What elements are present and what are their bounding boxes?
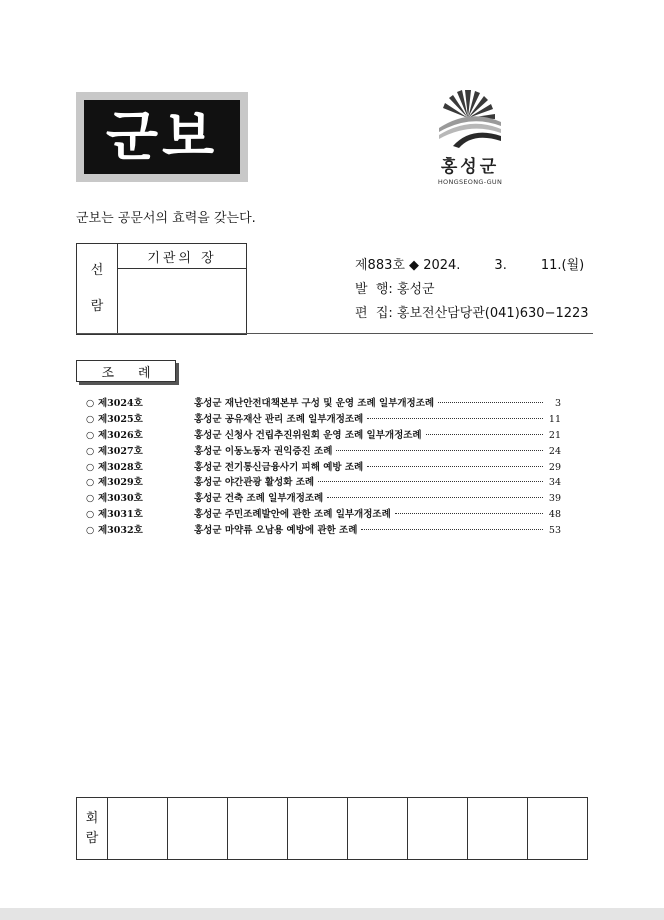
circulation-cell[interactable] [468, 798, 528, 860]
toc-leader-dots [367, 466, 543, 467]
toc-leader-dots [327, 497, 543, 498]
toc-ordinance-number: 제3030호 [98, 493, 143, 505]
toc-page-number: 39 [548, 493, 561, 505]
toc-ordinance-number: 제3029호 [98, 477, 143, 489]
circulation-cell[interactable] [408, 798, 468, 860]
toc-page-number: 34 [548, 477, 561, 489]
issue-day: 11.(월) [540, 258, 585, 273]
circle-bullet-icon: ○ [86, 398, 95, 409]
circle-bullet-icon: ○ [86, 525, 95, 537]
approval-label-char: 선 [90, 263, 104, 278]
publisher-value: 홍성군 [396, 282, 435, 297]
toc-page-number: 11 [548, 413, 561, 425]
circle-bullet-icon: ○ [86, 445, 95, 457]
circulation-label [77, 798, 108, 860]
toc-ordinance-title: 홍성군 재난안전대책본부 구성 및 운영 조례 일부개정조례 [194, 398, 435, 409]
circulation-table [76, 797, 588, 860]
toc-item[interactable] [86, 474, 561, 490]
approval-table [76, 243, 247, 335]
toc-ordinance-number: 제3024호 [98, 398, 143, 409]
circle-bullet-icon: ○ [86, 413, 95, 425]
issue-number-date: 제883호 ◆ 2024. [355, 258, 461, 273]
publisher-label: 발 행: [355, 282, 393, 297]
table-of-contents [86, 395, 561, 538]
toc-ordinance-title: 홍성군 전기통신금융사기 피해 예방 조례 [194, 461, 364, 473]
approval-signature-cell[interactable] [118, 269, 247, 335]
toc-ordinance-number: 제3032호 [98, 525, 143, 537]
editor-label: 편 집: [355, 306, 393, 321]
editor-value: 홍보전산담당관(041)630−1223 [396, 306, 589, 321]
toc-item[interactable] [86, 459, 561, 475]
section-header: 조례 [76, 360, 176, 382]
title-inner [84, 100, 240, 174]
toc-page-number: 21 [548, 429, 561, 441]
notice-text: 군보는 공문서의 효력을 갖는다. [76, 211, 256, 226]
toc-ordinance-title: 홍성군 공유재산 관리 조례 일부개정조례 [194, 413, 364, 425]
logo-name-english: HONGSEONG-GUN [437, 178, 503, 186]
toc-ordinance-number: 제3025호 [98, 413, 143, 425]
toc-page-number: 53 [548, 525, 561, 537]
logo-name-korean: 홍성군 [440, 157, 500, 177]
publisher-line [355, 280, 589, 304]
toc-item[interactable] [86, 506, 561, 522]
toc-ordinance-title: 홍성군 야간관광 활성화 조례 [194, 477, 315, 489]
circle-bullet-icon: ○ [86, 461, 95, 473]
toc-ordinance-title: 홍성군 건축 조례 일부개정조례 [194, 493, 324, 505]
toc-leader-dots [426, 434, 543, 435]
circle-bullet-icon: ○ [86, 493, 95, 505]
circulation-label-char: 람 [85, 830, 99, 846]
issue-line [355, 256, 589, 280]
circulation-cell[interactable] [528, 798, 588, 860]
toc-item[interactable] [86, 443, 561, 459]
toc-leader-dots [438, 402, 543, 403]
circle-bullet-icon: ○ [86, 509, 95, 521]
toc-leader-dots [395, 513, 543, 514]
toc-ordinance-number: 제3026호 [98, 429, 143, 441]
toc-item[interactable] [86, 427, 561, 443]
toc-leader-dots [367, 418, 543, 419]
circulation-cell[interactable] [348, 798, 408, 860]
title-block [76, 92, 248, 182]
toc-item[interactable] [86, 395, 561, 411]
toc-ordinance-number: 제3031호 [98, 509, 143, 521]
toc-page-number: 24 [548, 445, 561, 457]
approval-header: 기관의 장 [118, 244, 247, 269]
circulation-label-char: 회 [85, 810, 99, 826]
toc-page-number: 29 [548, 461, 561, 473]
toc-item[interactable] [86, 411, 561, 427]
toc-leader-dots [361, 529, 543, 530]
editor-line [355, 304, 589, 328]
approval-side-label [77, 244, 118, 335]
circulation-cell[interactable] [108, 798, 168, 860]
approval-label-char: 람 [90, 299, 104, 314]
toc-leader-dots [318, 481, 543, 482]
circle-bullet-icon: ○ [86, 477, 95, 489]
issue-info [355, 256, 589, 328]
toc-item[interactable] [86, 522, 561, 538]
issue-month: 3. [494, 258, 507, 273]
toc-ordinance-title: 홍성군 주민조례발안에 관한 조례 일부개정조례 [194, 509, 391, 521]
spacer [77, 281, 117, 297]
toc-ordinance-number: 제3027호 [98, 445, 143, 457]
hongseong-logo [420, 88, 520, 193]
toc-ordinance-title: 홍성군 신청사 건립추진위원회 운영 조례 일부개정조례 [194, 429, 422, 441]
toc-page-number: 3 [554, 398, 561, 409]
sun-emblem-icon [435, 88, 505, 150]
toc-item[interactable] [86, 490, 561, 506]
toc-leader-dots [336, 450, 543, 451]
circulation-cell[interactable] [288, 798, 348, 860]
page-title: 군보 [105, 105, 219, 168]
toc-ordinance-title: 홍성군 마약류 오남용 예방에 관한 조례 [194, 525, 358, 537]
header-divider [76, 333, 593, 334]
circulation-cell[interactable] [228, 798, 288, 860]
toc-page-number: 48 [548, 509, 561, 521]
toc-ordinance-title: 홍성군 이동노동자 권익증진 조례 [194, 445, 333, 457]
circle-bullet-icon: ○ [86, 429, 95, 441]
toc-ordinance-number: 제3028호 [98, 461, 143, 473]
circulation-cell[interactable] [168, 798, 228, 860]
